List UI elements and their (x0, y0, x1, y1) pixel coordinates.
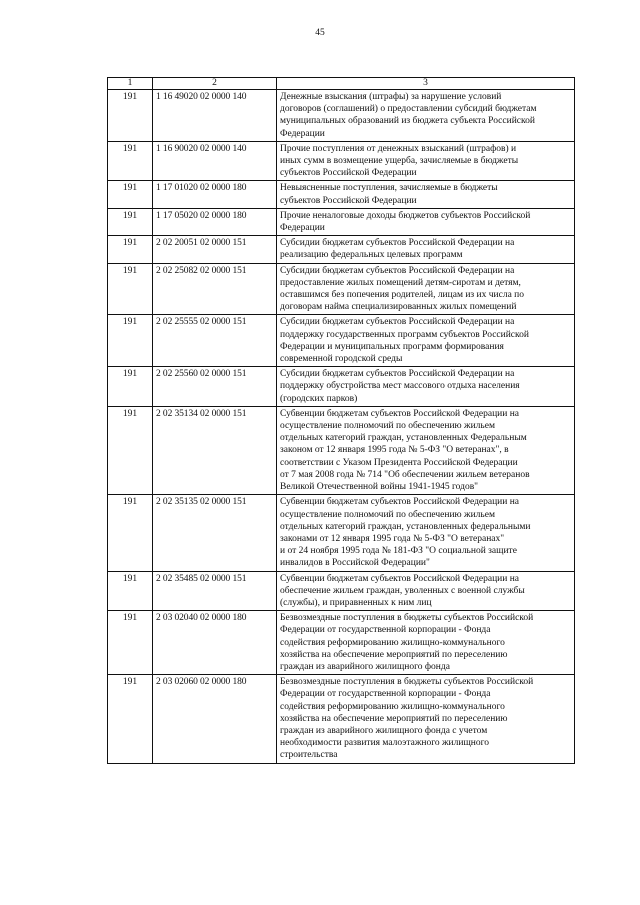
revenue-name-cell: Субсидии бюджетам субъектов Российской Федерации на поддержку обустройства мест массового отдыха населения (городских парков) (277, 367, 575, 407)
admin-code-cell: 191 (108, 263, 153, 315)
admin-code-cell: 191 (108, 236, 153, 263)
table-row (108, 495, 575, 571)
budget-code-cell: 2 02 35485 02 0000 151 (153, 571, 277, 611)
budget-code-cell: 1 17 01020 02 0000 180 (153, 181, 277, 208)
header-col-2: 2 (153, 78, 277, 90)
table-row (108, 263, 575, 315)
budget-code-cell: 2 02 25555 02 0000 151 (153, 315, 277, 367)
admin-code-cell: 191 (108, 495, 153, 571)
revenue-name-cell: Безвозмездные поступления в бюджеты субъектов Российской Федерации от государственной корпорации - Фонда содействия реформированию жилищно-коммунального хозяйства на обеспечение мероприятий по переселению граждан из аварийного жилищного фонда (277, 611, 575, 675)
revenue-name-cell: Невыясненные поступления, зачисляемые в бюджеты субъектов Российской Федерации (277, 181, 575, 208)
revenue-name-cell: Безвозмездные поступления в бюджеты субъектов Российской Федерации от государственной корпорации - Фонда содействия реформированию жилищно-коммунального хозяйства на обеспечение мероприятий по переселению граждан из аварийного жилищного фонда с учетом необходимости развития малоэтажного жилищного строительства (277, 675, 575, 763)
budget-code-cell: 2 03 02060 02 0000 180 (153, 675, 277, 763)
admin-code-cell: 191 (108, 571, 153, 611)
table-body (108, 90, 575, 764)
admin-code-cell: 191 (108, 406, 153, 494)
budget-code-cell: 1 16 49020 02 0000 140 (153, 90, 277, 142)
table-row (108, 611, 575, 675)
table-row (108, 90, 575, 142)
budget-code-cell: 1 16 90020 02 0000 140 (153, 141, 277, 181)
table-row (108, 367, 575, 407)
table-header (108, 78, 575, 90)
revenue-name-cell: Субвенции бюджетам субъектов Российской Федерации на осуществление полномочий по обеспечению жильем отдельных категорий граждан, установленных Федеральным законом от 12 января 1995 года № 5-ФЗ "О ветеранах", в соответствии с Указом Президента Российской Федерации от 7 мая 2008 года № 714 "Об обеспечении жильем ветеранов Великой Отечественной войны 1941-1945 годов" (277, 406, 575, 494)
revenue-name-cell: Субсидии бюджетам субъектов Российской Федерации на поддержку государственных программ субъектов Российской Федерации и муниципальных программ формирования современной городской среды (277, 315, 575, 367)
budget-code-cell: 1 17 05020 02 0000 180 (153, 208, 277, 235)
budget-code-cell: 2 03 02040 02 0000 180 (153, 611, 277, 675)
budget-code-cell: 2 02 35134 02 0000 151 (153, 406, 277, 494)
budget-code-cell: 2 02 20051 02 0000 151 (153, 236, 277, 263)
table-row (108, 406, 575, 494)
table-row (108, 141, 575, 181)
header-col-3: 3 (277, 78, 575, 90)
table-row (108, 571, 575, 611)
table-row (108, 236, 575, 263)
budget-code-cell: 2 02 25082 02 0000 151 (153, 263, 277, 315)
revenue-name-cell: Субвенции бюджетам субъектов Российской Федерации на обеспечение жильем граждан, уволенных с военной службы (службы), и приравненных к ним лиц (277, 571, 575, 611)
admin-code-cell: 191 (108, 141, 153, 181)
budget-revenue-table (107, 77, 575, 764)
revenue-name-cell: Прочие неналоговые доходы бюджетов субъектов Российской Федерации (277, 208, 575, 235)
budget-code-cell: 2 02 25560 02 0000 151 (153, 367, 277, 407)
revenue-name-cell: Денежные взыскания (штрафы) за нарушение условий договоров (соглашений) о предоставлении субсидий бюджетам муниципальных образований из бюджета субъекта Российской Федерации (277, 90, 575, 142)
header-col-1: 1 (108, 78, 153, 90)
table-row (108, 181, 575, 208)
revenue-name-cell: Прочие поступления от денежных взысканий (штрафов) и иных сумм в возмещение ущерба, зачисляемые в бюджеты субъектов Российской Федерации (277, 141, 575, 181)
admin-code-cell: 191 (108, 90, 153, 142)
admin-code-cell: 191 (108, 208, 153, 235)
table-row (108, 675, 575, 763)
table-row (108, 315, 575, 367)
revenue-name-cell: Субвенции бюджетам субъектов Российской Федерации на осуществление полномочий по обеспечению жильем отдельных категорий граждан, установленных федеральными законами от 12 января 1995 года № 5-ФЗ "О ветеранах" и от 24 ноября 1995 года № 181-ФЗ "О социальной защите инвалидов в Российской Федерации" (277, 495, 575, 571)
revenue-name-cell: Субсидии бюджетам субъектов Российской Федерации на реализацию федеральных целевых программ (277, 236, 575, 263)
admin-code-cell: 191 (108, 611, 153, 675)
admin-code-cell: 191 (108, 315, 153, 367)
admin-code-cell: 191 (108, 675, 153, 763)
page-number: 45 (315, 28, 325, 38)
budget-code-cell: 2 02 35135 02 0000 151 (153, 495, 277, 571)
header-row (108, 78, 575, 90)
table-row (108, 208, 575, 235)
admin-code-cell: 191 (108, 181, 153, 208)
admin-code-cell: 191 (108, 367, 153, 407)
revenue-name-cell: Субсидии бюджетам субъектов Российской Федерации на предоставление жилых помещений детям-сиротам и детям, оставшимся без попечения родителей, лицам из их числа по договорам найма специализированных жилых помещений (277, 263, 575, 315)
